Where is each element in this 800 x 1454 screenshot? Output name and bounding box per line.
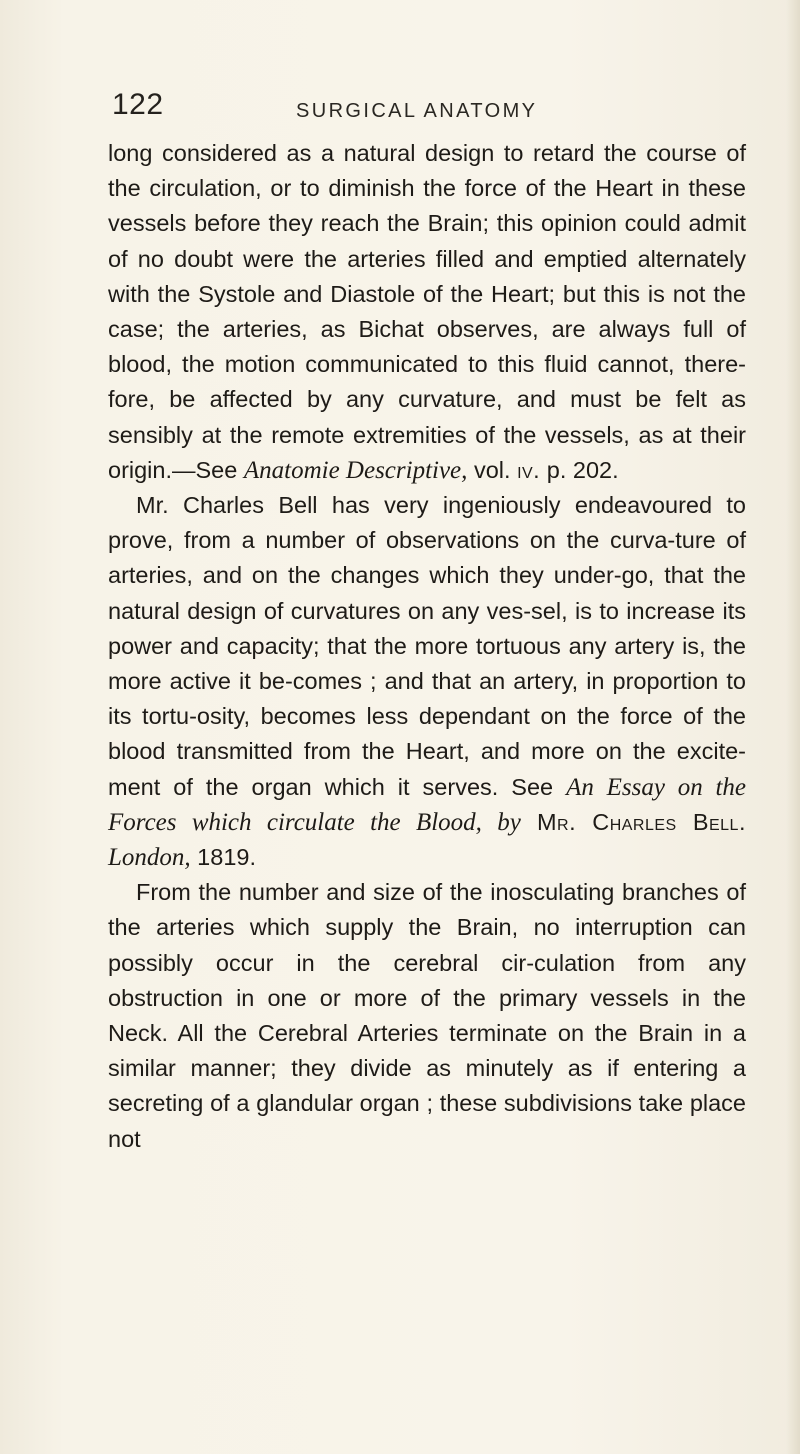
essay-author: Mr. Charles Bell. — [520, 808, 746, 835]
paragraph-2-text: Mr. Charles Bell has very ingeniously endeavoured to prove, from a number of observations on the curva-ture of arteries, and on the changes which they under-go, that the natural design of curvatures on any ves-sel, is to increase its power and capacity; that the more tortuous any artery is, the more active it be-comes ; and that an artery, in proportion to its tortu-osity, becomes less dependant on the force of the blood transmitted from the Heart, and more on the excite-ment of the organ which it serves. See — [108, 492, 746, 800]
essay-year: 1819. — [190, 844, 256, 871]
citation-page: p. 202. — [540, 456, 619, 483]
essay-place: London, — [108, 844, 191, 872]
citation-volume-number: iv. — [517, 456, 541, 483]
paragraph-1-text: long considered as a natural design to retard the course of the circulation, or to diminish the force of the Heart in these vessels before they reach the Brain; this opinion could admit of no doubt were the arteries filled and emptied alternately with the Systole and Diastole of the Heart; but this is not the case; the arteries, as Bichat observes, are always full of blood, the motion communicated to this fluid cannot, there-fore, be affected by any curvature, and must be felt as sensibly at the remote extremities of the vessels, as at their origin.—See — [108, 140, 746, 483]
running-head: SURGICAL ANATOMY — [296, 100, 538, 122]
citation-volume-label: vol. — [467, 456, 518, 483]
paragraph-3 — [108, 875, 746, 1157]
paragraph-3-text: From the number and size of the inosculating branches of the arteries which supply the Brain, no interruption can possibly occur in the cerebral cir-culation from any obstruction in one or more of the primary vessels in the Neck. All the Cerebral Arteries terminate on the Brain in a similar manner; they divide as minutely as if entering a secreting of a glandular organ ; these subdivisions take place not — [108, 879, 746, 1152]
citation-title: Anatomie Descriptive, — [243, 456, 468, 484]
page-header — [112, 88, 742, 128]
body-text — [108, 136, 746, 1157]
page-edge-shade — [786, 0, 800, 1454]
page-number: 122 — [112, 88, 164, 121]
essay-title: An Essay on the Forces which circulate the Blood, by — [108, 773, 746, 836]
paragraph-1 — [108, 136, 746, 488]
paragraph-2 — [108, 488, 746, 875]
